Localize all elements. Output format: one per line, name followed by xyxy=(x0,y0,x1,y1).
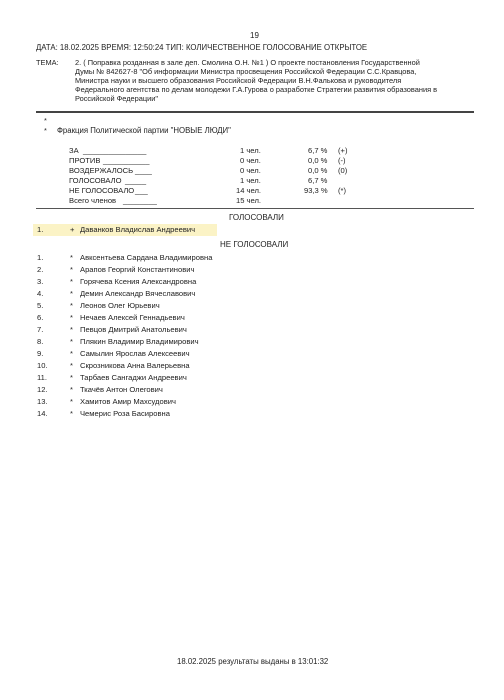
not-voted-title: НЕ ГОЛОСОВАЛИ xyxy=(220,240,289,249)
stat-sign: (-) xyxy=(338,156,346,165)
stat-count: 1 чел. xyxy=(240,146,261,155)
not-voted-row xyxy=(36,384,476,396)
bullet-marker: * xyxy=(44,126,47,135)
row-number: 3. xyxy=(37,277,44,286)
stat-count: 15 чел. xyxy=(236,196,262,205)
stat-count: 0 чел. xyxy=(240,156,261,165)
stat-row-for xyxy=(69,146,369,156)
vote-mark: * xyxy=(70,277,73,286)
stat-row-against xyxy=(69,156,369,166)
vote-mark: * xyxy=(70,313,73,322)
vote-mark: * xyxy=(70,385,73,394)
vote-mark: * xyxy=(70,289,73,298)
stat-percent: 0,0 % xyxy=(308,166,328,175)
not-voted-row xyxy=(36,396,476,408)
deputy-name: Ткачёв Антон Олегович xyxy=(80,385,163,394)
stat-label: Всего членов xyxy=(69,196,117,205)
stat-row-total xyxy=(69,196,369,206)
stat-label: ВОЗДЕРЖАЛОСЬ xyxy=(69,166,134,175)
deputy-name: Демин Александр Вячеславович xyxy=(80,289,196,298)
deputy-name: Самылин Ярослав Алексеевич xyxy=(80,349,190,358)
vote-mark: + xyxy=(70,225,75,234)
not-voted-row xyxy=(36,360,476,372)
vote-mark: * xyxy=(70,409,73,418)
stat-percent: 0,0 % xyxy=(308,156,328,165)
not-voted-row xyxy=(36,336,476,348)
stat-fill: _______________ xyxy=(83,146,147,155)
stat-fill: ____ xyxy=(135,166,152,175)
row-number: 12. xyxy=(37,385,48,394)
vote-mark: * xyxy=(70,373,73,382)
stat-fill: ___________ xyxy=(103,156,150,165)
vote-mark: * xyxy=(70,337,73,346)
deputy-name: Певцов Дмитрий Анатольевич xyxy=(80,325,187,334)
deputy-name: Чемерис Роза Басировна xyxy=(80,409,170,418)
vote-mark: * xyxy=(70,301,73,310)
row-number: 1. xyxy=(37,225,44,234)
topic-line: 2. ( Поправка розданная в зале деп. Смолина О.Н. №1 ) О проекте постановления Государственной xyxy=(75,58,420,67)
deputy-name: Нечаев Алексей Геннадьевич xyxy=(80,313,185,322)
page-number: 19 xyxy=(250,31,259,40)
not-voted-row xyxy=(36,264,476,276)
not-voted-row xyxy=(36,276,476,288)
divider xyxy=(36,111,474,113)
stat-row-voted xyxy=(69,176,369,186)
deputy-name: Скрозникова Анна Валерьевна xyxy=(80,361,190,370)
row-number: 6. xyxy=(37,313,44,322)
row-number: 7. xyxy=(37,325,44,334)
voted-row xyxy=(36,224,476,236)
stat-fill: _____ xyxy=(125,176,147,185)
vote-mark: * xyxy=(70,265,73,274)
row-number: 9. xyxy=(37,349,44,358)
row-number: 11. xyxy=(37,373,47,382)
not-voted-row xyxy=(36,300,476,312)
deputy-name: Тарбаев Сангаджи Андреевич xyxy=(80,373,187,382)
row-number: 4. xyxy=(37,289,44,298)
vote-mark: * xyxy=(70,349,73,358)
not-voted-row xyxy=(36,408,476,420)
not-voted-row xyxy=(36,288,476,300)
stat-percent: 6,7 % xyxy=(308,176,328,185)
stat-count: 14 чел. xyxy=(236,186,262,195)
row-number: 13. xyxy=(37,397,48,406)
topic-line: Думы № 842627-8 "Об информации Министра просвещения Российской Федерации С.С.Кравцова, xyxy=(75,67,417,76)
stat-label: НЕ ГОЛОСОВАЛО xyxy=(69,186,135,195)
deputy-name: Плякин Владимир Владимирович xyxy=(80,337,199,346)
row-number: 10. xyxy=(37,361,48,370)
deputy-name: Горячева Ксения Александровна xyxy=(80,277,197,286)
topic-line: Российской Федерации" xyxy=(75,94,158,103)
deputy-name: Арапов Георгий Константинович xyxy=(80,265,195,274)
not-voted-row xyxy=(36,312,476,324)
topic-line: Федерального агентства по делам молодежи Г.А.Гурова о разработке Стратегии развития образования в xyxy=(75,85,438,94)
stat-percent: 93,3 % xyxy=(304,186,328,195)
stat-label: ПРОТИВ xyxy=(69,156,101,165)
stat-sign: (0) xyxy=(338,166,348,175)
stat-label: ЗА xyxy=(69,146,79,155)
stat-label: ГОЛОСОВАЛО xyxy=(69,176,122,185)
row-number: 5. xyxy=(37,301,44,310)
not-voted-row xyxy=(36,372,476,384)
stat-row-not-voted xyxy=(69,186,369,196)
deputy-name: Даванков Владислав Андреевич xyxy=(80,225,196,234)
topic-line: Министра науки и высшего образования Российской Федерации В.Н.Фалькова и руководителя xyxy=(75,76,402,85)
results-footer: 18.02.2025 результаты выданы в 13:01:32 xyxy=(177,657,329,666)
stat-sign: (*) xyxy=(338,186,347,195)
faction-name: Фракция Политической партии "НОВЫЕ ЛЮДИ" xyxy=(57,126,231,135)
topic-label: ТЕМА: xyxy=(36,58,59,67)
not-voted-row xyxy=(36,324,476,336)
not-voted-row xyxy=(36,348,476,360)
stat-count: 0 чел. xyxy=(240,166,261,175)
stat-row-abstained xyxy=(69,166,369,176)
vote-mark: * xyxy=(70,253,73,262)
stat-percent: 6,7 % xyxy=(308,146,328,155)
deputy-name: Хамитов Амир Махсудович xyxy=(80,397,176,406)
voted-title: ГОЛОСОВАЛИ xyxy=(229,213,284,222)
stat-count: 1 чел. xyxy=(240,176,261,185)
row-number: 14. xyxy=(37,409,48,418)
stat-fill: ___ xyxy=(135,186,148,195)
bullet-marker: * xyxy=(44,116,47,125)
row-number: 8. xyxy=(37,337,44,346)
not-voted-row xyxy=(36,252,476,264)
deputy-name: Леонов Олег Юрьевич xyxy=(80,301,160,310)
stat-sign: (+) xyxy=(338,146,348,155)
vote-mark: * xyxy=(70,325,73,334)
vote-mark: * xyxy=(70,397,73,406)
row-number: 1. xyxy=(37,253,44,262)
vote-mark: * xyxy=(70,361,73,370)
divider xyxy=(36,208,474,209)
stat-fill: ________ xyxy=(123,196,157,205)
deputy-name: Авксентьева Сардана Владимировна xyxy=(80,253,213,262)
row-number: 2. xyxy=(37,265,44,274)
vote-header: ДАТА: 18.02.2025 ВРЕМЯ: 12:50:24 ТИП: КОЛИЧЕСТВЕННОЕ ГОЛОСОВАНИЕ ОТКРЫТОЕ xyxy=(36,43,368,52)
